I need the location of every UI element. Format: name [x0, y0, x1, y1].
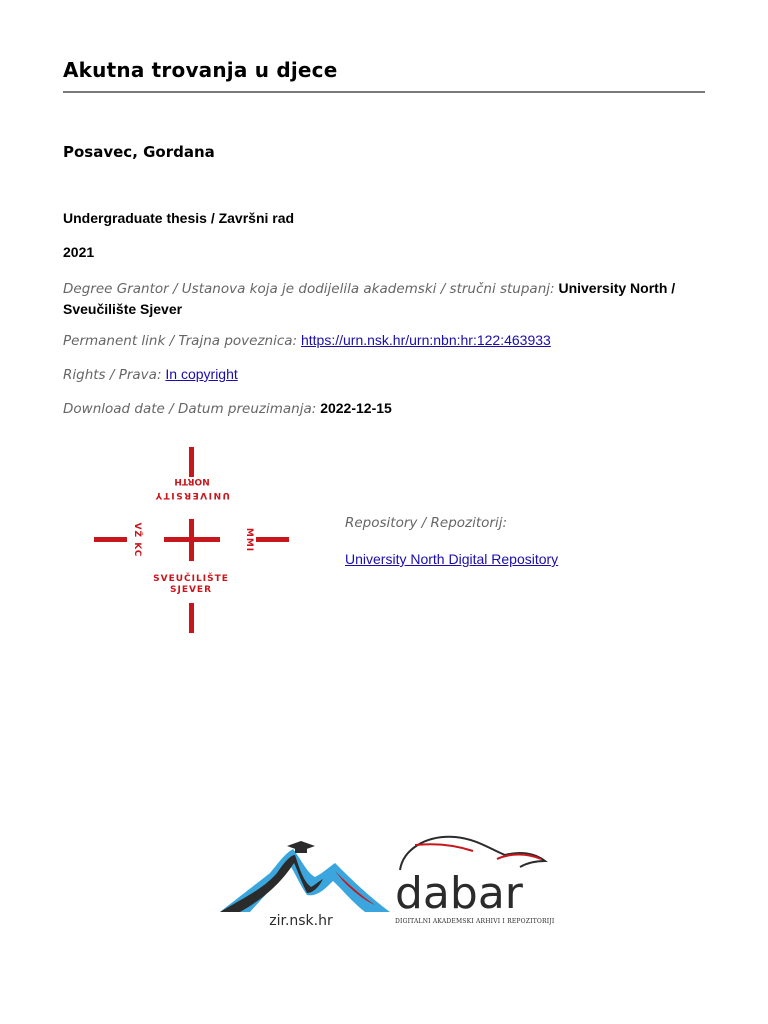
logo-text-sjever: SJEVER: [169, 585, 213, 595]
logo-text-university: UNIVERSITY: [154, 490, 230, 500]
permanent-link-label: Permanent link / Trajna poveznica:: [63, 333, 298, 349]
rights: [63, 366, 238, 383]
zir-logo-icon: [220, 841, 390, 929]
degree-grantor-value: University North / Sveučilište Sjever: [63, 280, 676, 317]
thesis-type: Undergraduate thesis / Završni rad: [63, 210, 295, 226]
repository-label: Repository / Repozitorij:: [345, 515, 508, 531]
author-name: Posavec, Gordana: [63, 143, 215, 161]
dabar-logo-icon: [395, 837, 555, 925]
zir-text: zir.nsk.hr: [269, 913, 333, 929]
university-north-logo-icon: [92, 447, 292, 633]
document-title: Akutna trovanja u djece: [63, 58, 338, 82]
title-divider: [63, 91, 705, 93]
degree-grantor: [63, 278, 683, 319]
degree-grantor-label: Degree Grantor / Ustanova koja je dodijelila akademski / stručni stupanj:: [63, 281, 555, 297]
permanent-link-url[interactable]: https://urn.nsk.hr/urn:nbn:hr:122:463933: [300, 332, 551, 348]
logo-text-north: NORTH: [174, 476, 210, 486]
download-date-value: 2022-12-15: [320, 400, 392, 416]
thesis-year: 2021: [63, 244, 95, 260]
logo-text-right: MMI: [244, 527, 254, 553]
logo-text-left: VŽ KC: [132, 522, 142, 558]
permanent-link: [63, 332, 551, 349]
footer-logos: [215, 815, 555, 930]
download-date-label: Download date / Datum preuzimanja:: [63, 401, 317, 417]
rights-label: Rights / Prava:: [63, 367, 162, 383]
dabar-subtitle: DIGITALNI AKADEMSKI ARHIVI I REPOZITORIJI: [395, 918, 555, 925]
logo-text-sveuciliste: SVEUČILIŠTE: [153, 574, 229, 584]
repository-link[interactable]: University North Digital Repository: [345, 551, 559, 567]
download-date: [63, 400, 392, 417]
rights-link[interactable]: In copyright: [165, 366, 238, 382]
dabar-text: dabar: [395, 868, 523, 919]
